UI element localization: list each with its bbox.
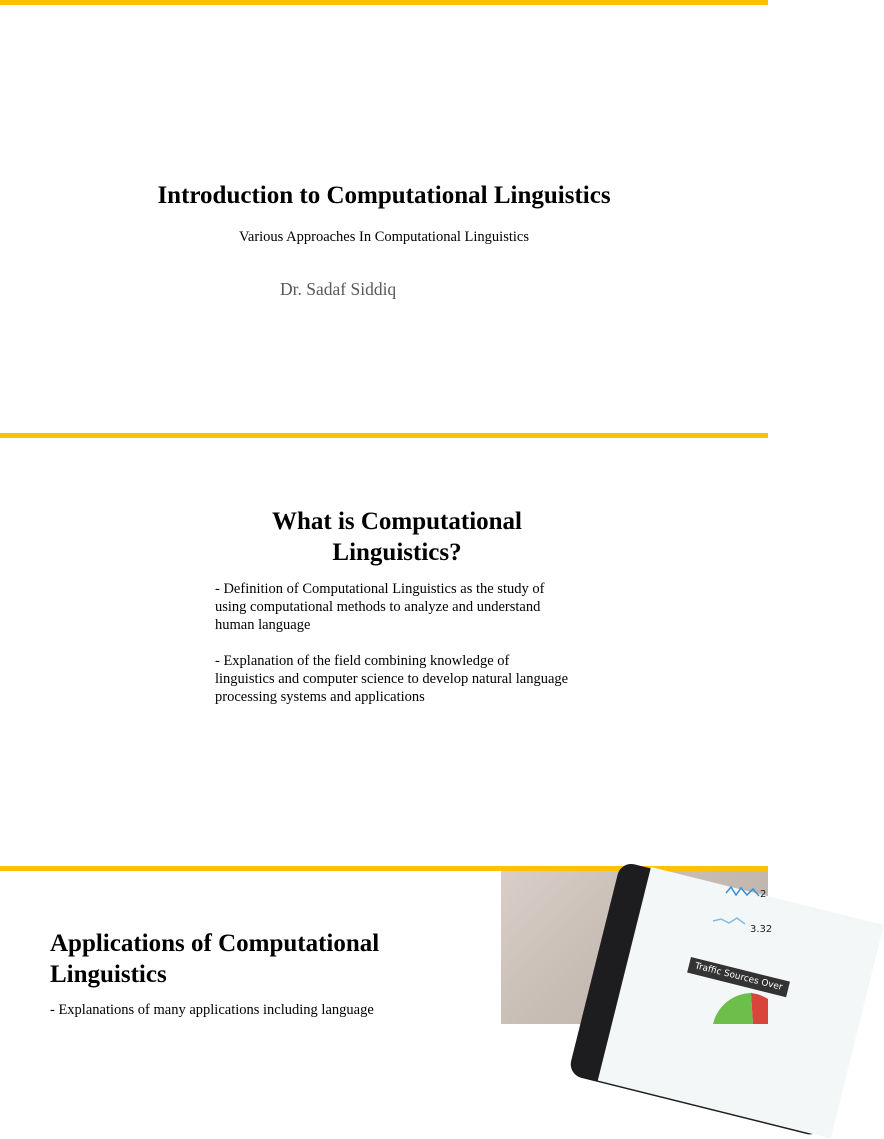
slide-what-is xyxy=(0,433,768,866)
slide-subtitle: Various Approaches In Computational Linguistics xyxy=(239,229,529,245)
slide-top-accent-bar xyxy=(0,0,768,5)
bullet-paragraph: - Definition of Computational Linguistics as the study of using computational methods to analyze and understand human language xyxy=(215,581,545,633)
screen-value: 2 xyxy=(760,889,767,900)
sparkline-icon xyxy=(501,871,768,1024)
slide-title xyxy=(0,0,768,433)
tablet-analytics-photo xyxy=(501,871,784,1024)
slide-body xyxy=(215,580,571,724)
bullet-paragraph: - Explanations of many applications including language xyxy=(50,1002,374,1018)
slide-title-heading: Introduction to Computational Linguistics xyxy=(157,182,611,209)
screen-value: 3.32 xyxy=(750,924,773,935)
screen-label: Traffic Sources Over xyxy=(687,957,790,997)
bullet-paragraph: - Explanation of the field combining knowledge of linguistics and computer science to develop natural language processing systems and applications xyxy=(215,653,569,705)
slide-heading: What is Computational Linguistics? xyxy=(271,508,523,566)
slide-top-accent-bar xyxy=(0,433,768,438)
author-name: Dr. Sadaf Siddiq xyxy=(280,279,397,299)
slide-heading: Applications of Computational Linguistics xyxy=(50,930,380,988)
slide-applications xyxy=(0,866,784,1024)
